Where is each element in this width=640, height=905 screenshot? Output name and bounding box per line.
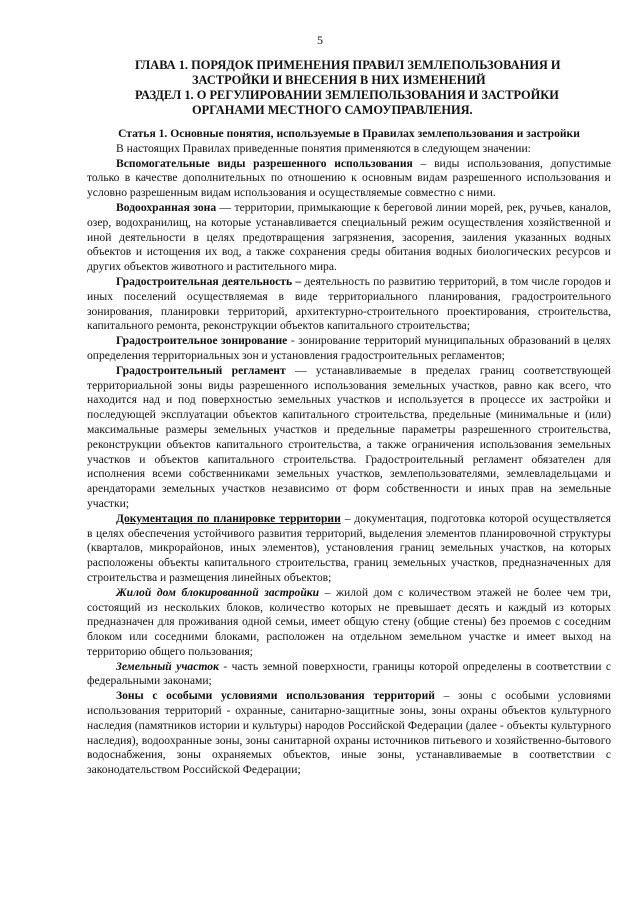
article-title: Статья 1. Основные понятия, используемые в Правилах землепользования и застройки bbox=[118, 127, 580, 140]
definition-paragraph bbox=[87, 586, 611, 660]
definition-paragraph bbox=[87, 364, 611, 512]
intro-paragraph: В настоящих Правилах приведенные понятия применяются в следующем значении: bbox=[116, 141, 531, 155]
section-heading-line: РАЗДЕЛ 1. О РЕГУЛИРОВАНИИ ЗЕМЛЕПОЛЬЗОВАНИЯ И ЗАСТРОЙКИ bbox=[135, 88, 559, 102]
chapter-heading bbox=[135, 58, 561, 118]
definition-term: Вспомогательные виды разрешенного использования bbox=[116, 156, 413, 170]
definition-text: – документация, подготовка которой осуществляется в целях обеспечения устойчивого развития территорий, выделения элементов планировочной структуры (кварталов, микрорайонов, иных элементов), установления границ земельных участков, на которых расположены объекты капитального строительства, границ земельных участков, предназначенных для строительства и размещения линейных объектов; bbox=[87, 511, 611, 584]
definition-text: – зоны с особыми условиями использования территорий - охранные, санитарно-защитные зоны, зоны охраны объектов культурного наследия (памятников истории и культуры) народов Российской Федерации (далее - объекты культурного наследия), водоохранные зоны, зоны санитарной охраны источников питьевого и хозяйственно-бытового водоснабжения, зоны охраняемых объектов, иные зоны, устанавливаемые в соответствии с законодательством Российской Федерации; bbox=[87, 689, 611, 777]
definition-paragraph bbox=[87, 201, 611, 275]
page-number: 5 bbox=[317, 33, 323, 47]
definition-text: — устанавливаемые в пределах границ соответствующей территориальной зоны виды разрешенного использования земельных участков, равно как всего, что находится над и под поверхностью земельных участков и используется в процессе их застройки и последующей эксплуатации объектов капитального строительства, предельные (минимальные и (или) максимальные размеры земельных участков и предельные параметры разрешенного строительства, реконструкции объектов капитального строительства, а также ограничения использования земельных участков и объектов капитального строительства. Градостроительный регламент обязателен для исполнения всеми собственниками земельных участков, землепользователями, землевладельцами и арендаторами земельных участков независимо от форм собственности и иных прав на земельные участки; bbox=[87, 363, 611, 510]
definition-paragraph bbox=[87, 512, 611, 586]
definition-text: - часть земной поверхности, границы которой определены в соответствии с федеральными законами; bbox=[87, 659, 612, 688]
definition-text: – жилой дом с количеством этажей не более чем три, состоящий из нескольких блоков, количество которых не превышает десять и каждый из которых предназначен для проживания одной семьи, имеет общую стену (общие стены) без проемов с соседним блоком или соседними блоками, расположен на отдельном земельном участке и имеет выход на территорию общего пользования; bbox=[87, 585, 611, 658]
definition-text: - зонирование территорий муниципальных образований в целях определения территориальных зон и установления градостроительных регламентов; bbox=[87, 334, 611, 362]
definition-paragraph bbox=[87, 689, 611, 778]
definition-term: Документация по планировке территории bbox=[116, 511, 341, 525]
document-body bbox=[87, 127, 611, 778]
definition-term: Водоохранная зона bbox=[116, 200, 217, 214]
definition-paragraph bbox=[87, 157, 611, 201]
definition-term: Зоны с особыми условиями использования территорий bbox=[116, 689, 435, 703]
definition-term: Градостроительный регламент bbox=[116, 363, 286, 377]
definition-paragraph bbox=[87, 275, 611, 334]
definition-text: – виды использования, допустимые только в качестве дополнительных по отношению к основным видам разрешенного использования и условно разрешенным видам использования и осуществляемые совместно с ними. bbox=[87, 156, 612, 200]
definition-paragraph bbox=[87, 660, 611, 690]
definition-text: деятельность по развитию территорий, в том числе городов и иных поселений осуществляемая в виде территориального планирования, градостроительного зонирования, планировки территорий, архитектурно-строительного проектирования, строительства, капитального ремонта, реконструкции объектов капитального строительства; bbox=[87, 274, 611, 333]
definition-text: — территории, примыкающие к береговой линии морей, рек, ручьев, каналов, озер, водохранилищ, на которые устанавливается специальный режим осуществления хозяйственной и иной деятельности в целях предотвращения загрязнения, засорения, заиления указанных водных объектов и истощения их вод, а также сохранения среды обитания водных биологических ресурсов и других объектов животного и растительного мира. bbox=[87, 200, 612, 274]
section-heading-line: ОРГАНАМИ МЕСТНОГО САМОУПРАВЛЕНИЯ. bbox=[192, 103, 473, 117]
definition-term: Жилой дом блокированной застройки bbox=[116, 585, 320, 599]
definition-term: Градостроительная деятельность – bbox=[116, 274, 302, 288]
definition-term: Градостроительное зонирование bbox=[116, 334, 288, 348]
definition-paragraph bbox=[87, 334, 611, 364]
chapter-heading-line: ЗАСТРОЙКИ И ВНЕСЕНИЯ В НИХ ИЗМЕНЕНИЙ bbox=[192, 73, 486, 87]
definition-term: Земельный участок bbox=[116, 659, 219, 673]
chapter-heading-line: ГЛАВА 1. ПОРЯДОК ПРИМЕНЕНИЯ ПРАВИЛ ЗЕМЛЕПОЛЬЗОВАНИЯ И bbox=[135, 58, 561, 72]
